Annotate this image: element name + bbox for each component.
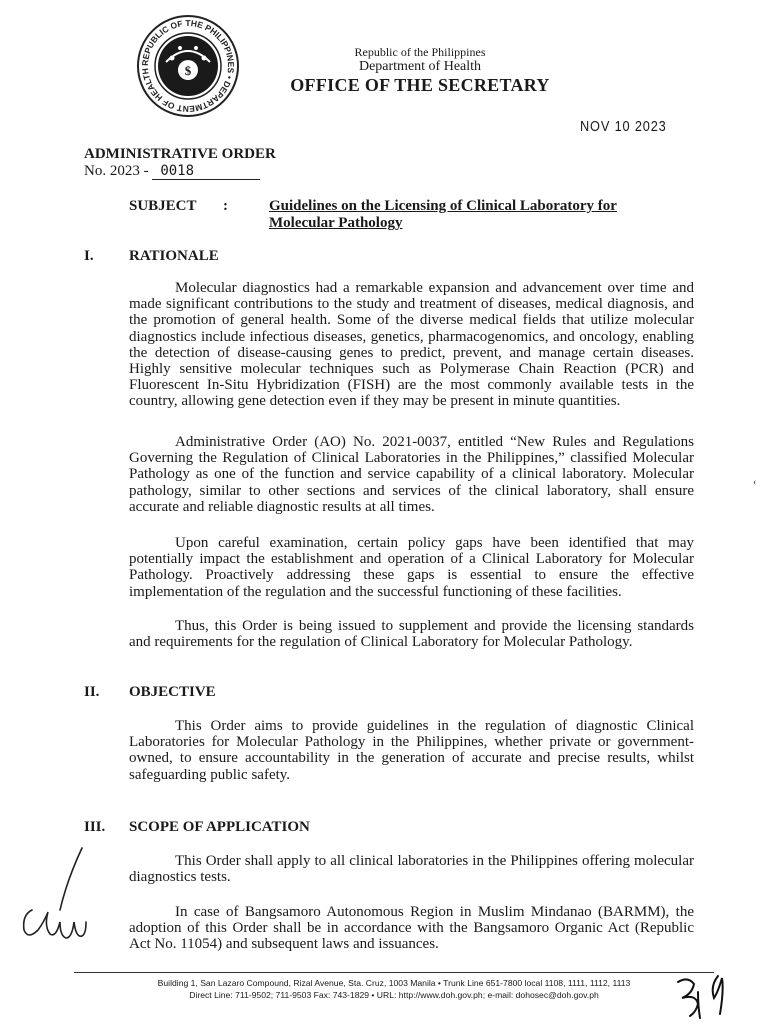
seal-ring-text: REPUBLIC OF THE PHILIPPINES • DEPARTMENT OF HEALTH bbox=[139, 17, 237, 115]
doh-seal-logo bbox=[136, 14, 240, 118]
margin-mark: ‹ bbox=[753, 477, 757, 488]
handwritten-initials bbox=[12, 840, 92, 950]
header-republic: Republic of the Philippines bbox=[354, 45, 486, 59]
footer-address: Building 1, San Lazaro Compound, Rizal Avenue, Sta. Cruz, 1003 Manila • Trunk Line 651-7800 local 1108, 1111, 1112, 1113 bbox=[157, 978, 631, 988]
section-number-objective: II. bbox=[84, 684, 100, 700]
section-title-scope: SCOPE OF APPLICATION bbox=[129, 819, 310, 835]
footer-contact: Direct Line: 711-9502; 711-9503 Fax: 743-1829 • URL: http://www.doh.gov.ph; e-mail: dohosec@doh.gov.ph bbox=[189, 990, 599, 1000]
section-title-objective: OBJECTIVE bbox=[129, 684, 216, 700]
svg-text:$: $ bbox=[184, 63, 192, 78]
paragraph: Administrative Order (AO) No. 2021-0037, entitled “New Rules and Regulations Governing the Regulation of Clinical Laboratories in the Philippines,” classified Molecular Pathology as one of the function and service capability of a clinical laboratory. Molecular pathology, similar to other sections and services of the clinical laboratory, shall ensure accurate and reliable diagnostic results at all times. bbox=[129, 434, 694, 515]
paragraph: Molecular diagnostics had a remarkable expansion and advancement over time and made significant contributions to the study and treatment of diseases, medical diagnosis, and the promotion of general health. Some of the diverse medical fields that utilize molecular diagnostics include infectious diseases, genetics, pharmacogenomics, and oncology, enabling the detection of disease-causing genes to predict, prevent, and manage certain diseases. Highly sensitive molecular techniques such as Polymerase Chain Reaction (PCR) and Fluorescent In-Situ Hybridization (FISH) are the most commonly available tests in the country, allowing gene detection even if they may be present in minute quantities. bbox=[129, 280, 694, 410]
header-department: Department of Health bbox=[358, 59, 482, 74]
subject-text: Guidelines on the Licensing of Clinical Laboratory for Molecular Pathology bbox=[269, 198, 617, 231]
order-title: ADMINISTRATIVE ORDER bbox=[84, 146, 276, 162]
paragraph: This Order aims to provide guidelines in the regulation of diagnostic Clinical Laboratories for Molecular Pathology in the Philippines, whether private or government-owned, to ensure accountability in the generation of accurate and precise results, whilst safeguarding public safety. bbox=[129, 718, 694, 783]
order-number-prefix: No. 2023 - bbox=[84, 163, 149, 179]
handwritten-mark bbox=[668, 970, 738, 1020]
subject-colon: : bbox=[223, 198, 228, 214]
section-title-rationale: RATIONALE bbox=[129, 248, 219, 264]
paragraph: This Order shall apply to all clinical laboratories in the Philippines offering molecular diagnostics tests. bbox=[129, 853, 694, 886]
order-number: 0018 bbox=[152, 163, 260, 180]
paragraph: Thus, this Order is being issued to supplement and provide the licensing standards and requirements for the regulation of Clinical Laboratory for Molecular Pathology. bbox=[129, 618, 694, 651]
footer-divider bbox=[74, 972, 714, 973]
date-stamp: NOV 10 2023 bbox=[580, 118, 667, 135]
order-number-line bbox=[84, 163, 260, 180]
subject-label: SUBJECT bbox=[129, 198, 197, 214]
paragraph: In case of Bangsamoro Autonomous Region in Muslim Mindanao (BARMM), the adoption of this Order shall be in accordance with the Bangsamoro Organic Act (Republic Act No. 11054) and subsequent laws and issuances. bbox=[129, 904, 694, 953]
header-office: OFFICE OF THE SECRETARY bbox=[290, 75, 550, 95]
section-number-rationale: I. bbox=[84, 248, 94, 264]
section-number-scope: III. bbox=[84, 819, 106, 835]
paragraph: Upon careful examination, certain policy gaps have been identified that may potentially impact the establishment and operation of a Clinical Laboratory for Molecular Pathology. Proactively addressing these gaps is essential to ensure the effective implementation of the regulation and the successful functioning of these facilities. bbox=[129, 535, 694, 600]
